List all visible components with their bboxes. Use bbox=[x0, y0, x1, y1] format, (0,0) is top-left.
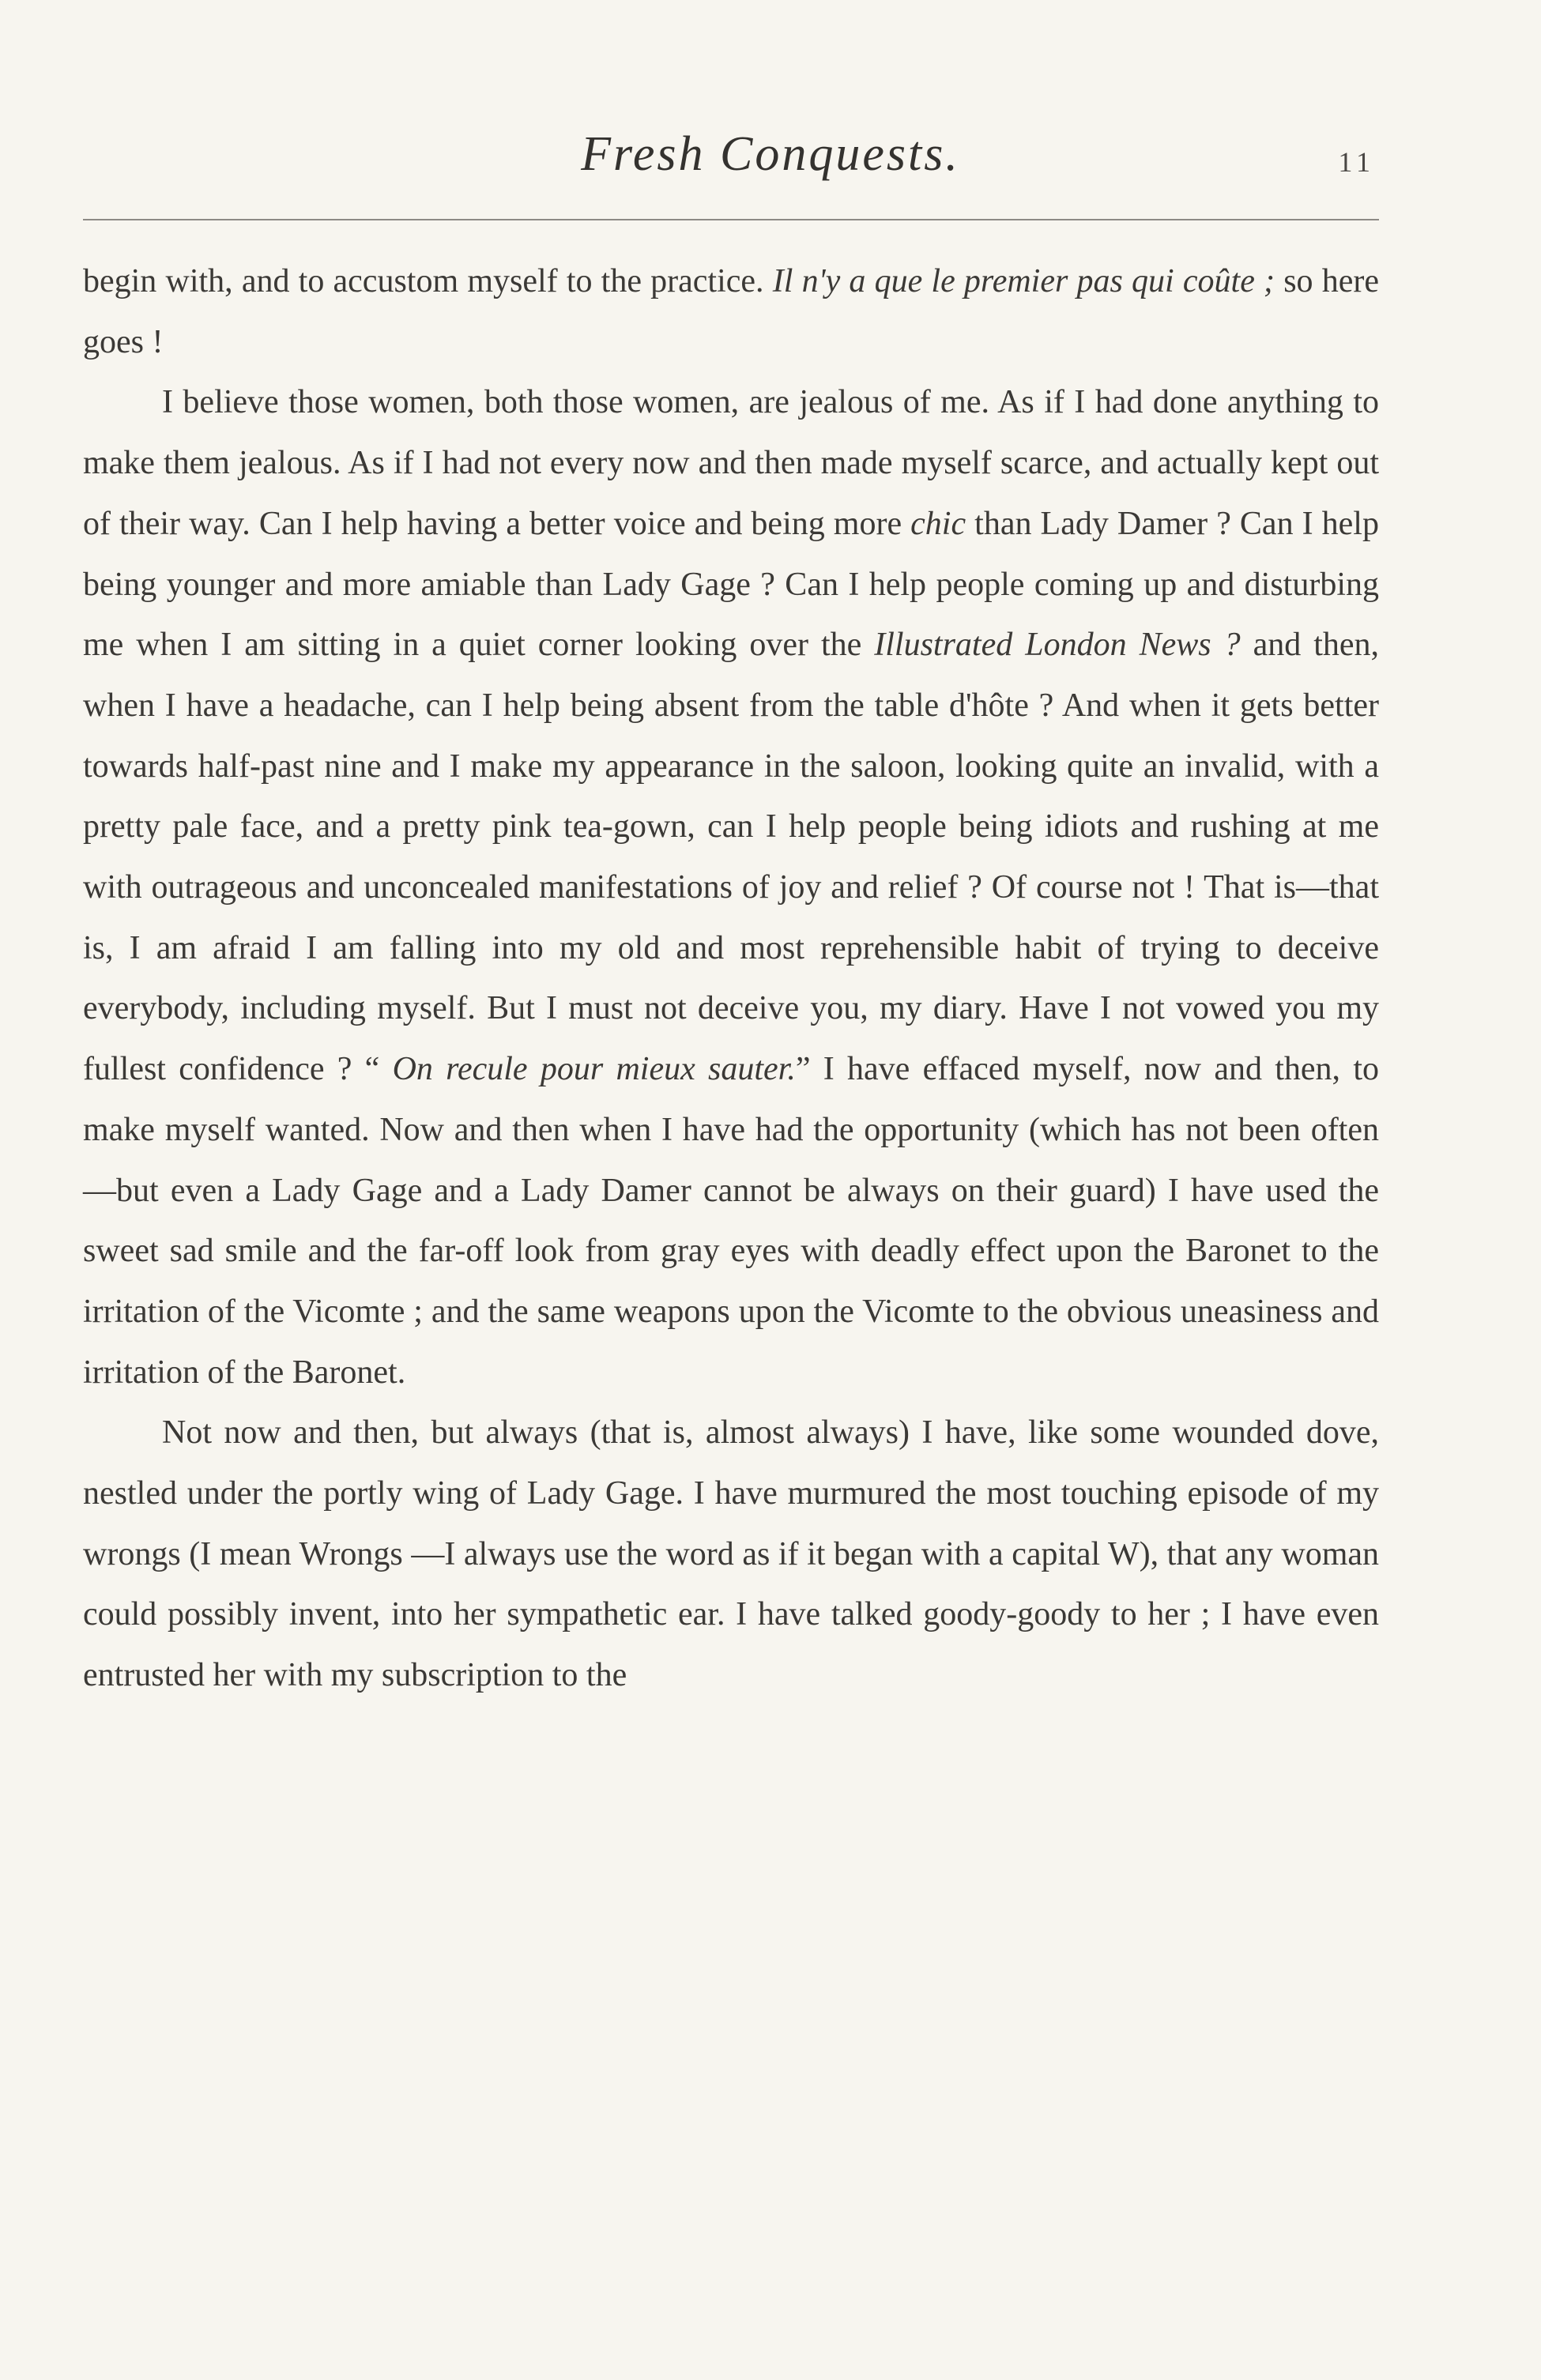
body-text bbox=[83, 251, 1379, 1706]
header-rule bbox=[83, 219, 1379, 220]
text-segment: begin with, and to accustom myself to the practice. bbox=[83, 263, 773, 299]
paragraph bbox=[83, 372, 1379, 1403]
text-segment: ” I have effaced myself, now and then, to make myself wanted. Now and then when I have had the opportunity (which has not been often—but even a Lady Gage and a Lady Damer cannot be always on their guard) I have used the sweet sad smile and the far-off look from gray eyes with deadly effect upon the Baronet to the irritation of the Vicomte ; and the same weapons upon the Vicomte to the obvious uneasiness and irritation of the Baronet. bbox=[83, 1051, 1379, 1391]
italic-segment: On recule pour mieux sauter. bbox=[392, 1051, 796, 1088]
running-title: Fresh Conquests. bbox=[581, 127, 960, 181]
page-number: 11 bbox=[1338, 146, 1375, 178]
italic-segment: Il n'y a que le premier pas qui coûte ; bbox=[772, 263, 1275, 299]
text-segment: than Lady Damer ? Can I help being younger and more amiable than Lady Gage ? Can I help people coming up and disturbing me when I am sitting in a quiet corner looking over the bbox=[83, 505, 1379, 664]
running-head bbox=[0, 119, 1541, 190]
text-segment: Not now and then, but always (that is, almost always) I have, like some wounded dove, nestled under the portly wing of Lady Gage. I have murmured the most touching episode of my wrongs (I mean Wrongs —I always use the word as if it began with a capital W), that any woman could possibly invent, into her sympathetic ear. I have talked goody-goody to her ; I have even entrusted her with my subscription to the bbox=[83, 1414, 1379, 1694]
text-segment: and then, when I have a headache, can I help being absent from the table d'hôte ? And when it gets better towards half-past nine and I make my appearance in the saloon, looking quite an invalid, with a pretty pale face, and a pretty pink tea-gown, can I help people being idiots and rushing at me with outrageous and unconcealed manifestations of joy and relief ? Of course not ! That is—that is, I am afraid I am falling into my old and most reprehensible habit of trying to deceive everybody, including myself. But I must not deceive you, my diary. Have I not vowed you my fullest confidence ? “ bbox=[83, 627, 1379, 1088]
paragraph bbox=[83, 1403, 1379, 1706]
italic-segment: chic bbox=[910, 505, 966, 542]
paragraph bbox=[83, 251, 1379, 372]
text-segment: so here goes ! bbox=[83, 263, 1379, 360]
italic-segment: Illustrated London News ? bbox=[874, 627, 1241, 664]
text-segment: I believe those women, both those women, are jealous of me. As if I had done anything to make them jealous. As if I had not every now and then made myself scarce, and actually kept out of their way. Can I help having a better voice and being more bbox=[83, 384, 1379, 542]
